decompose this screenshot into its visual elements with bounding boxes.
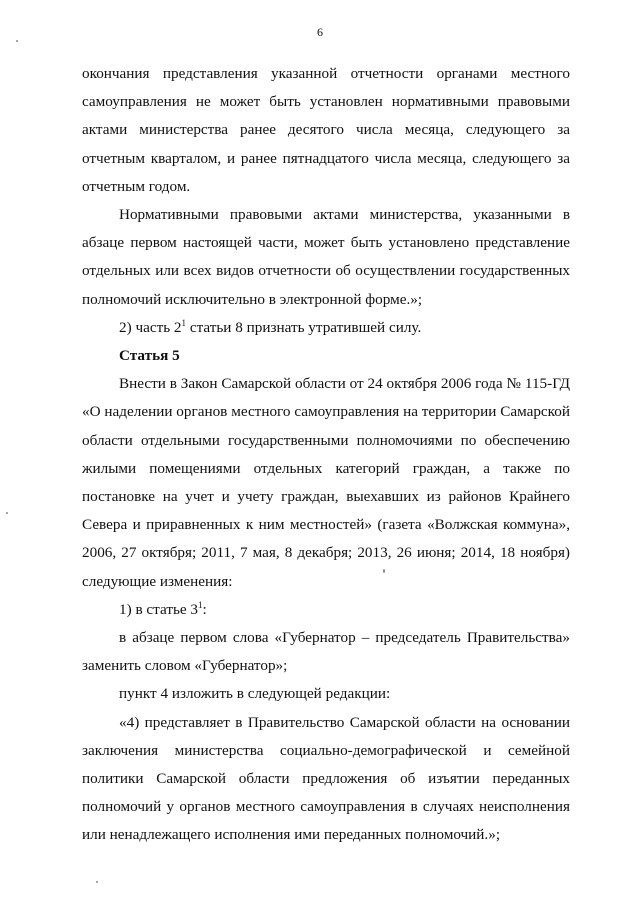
repeal-item-superscript: 1 [181, 317, 187, 328]
document-body [82, 60, 570, 850]
scan-speck [6, 512, 8, 514]
page-number: 6 [317, 25, 323, 39]
repeal-item-text-start: 2) часть 2 [119, 318, 182, 336]
paragraph-new-wording: пункт 4 изложить в следующей редакции: [119, 685, 391, 703]
scan-speck [383, 569, 385, 573]
paragraph-electronic-form: Нормативными правовыми актами министерства, указанными в абзаце первом настоящей части, может быть установлено представление отдельных или всех видов отчетности об осуществлении государственных полномочий исключительно в электронной форме.»; [82, 206, 570, 308]
paragraph-article-item [82, 596, 570, 624]
scan-speck [16, 40, 18, 42]
paragraph-replace-words: в абзаце первом слова «Губернатор – председатель Правительства» заменить словом «Губернатор»; [82, 629, 570, 675]
scan-speck [96, 881, 98, 883]
repeal-item-text-end: статьи 8 признать утратившей силу. [186, 318, 422, 336]
paragraph-repeal-item [82, 314, 570, 342]
article-heading: Статья 5 [119, 347, 180, 365]
paragraph-reporting-deadline: окончания представления указанной отчетности органами местного самоуправления не может быть установлен нормативными правовыми актами министерства ранее десятого числа месяца, следующего за отчетным кварталом, и ранее пятнадцатого числа месяца, следующего за отчетным годом. [82, 65, 570, 195]
article-item-superscript: 1 [198, 599, 203, 610]
article-item-text-end: : [202, 600, 207, 618]
paragraph-amend-law: Внести в Закон Самарской области от 24 октября 2006 года № 115-ГД «О наделении органов местного самоуправления на территории Самарской области отдельными государственными полномочиями по обеспечению жилыми помещениями отдельных категорий граждан, а также по постановке на учет и учету граждан, выехавших из районов Крайнего Севера и приравненных к ним местностей» (газета «Волжская коммуна», 2006, 27 октября; 2011, 7 мая, 8 декабря; 2013, 26 июня; 2014, 18 ноября) следующие изменения: [82, 375, 570, 590]
paragraph-point-four: «4) представляет в Правительство Самарской области на основании заключения министерства социально-демографической и семейной политики Самарской области предложения об изъятии переданных полномочий у органов местного самоуправления в случаях неисполнения или ненадлежащего исполнения ими переданных полномочий.»; [82, 713, 570, 844]
article-item-text-start: 1) в статье 3 [119, 600, 199, 618]
